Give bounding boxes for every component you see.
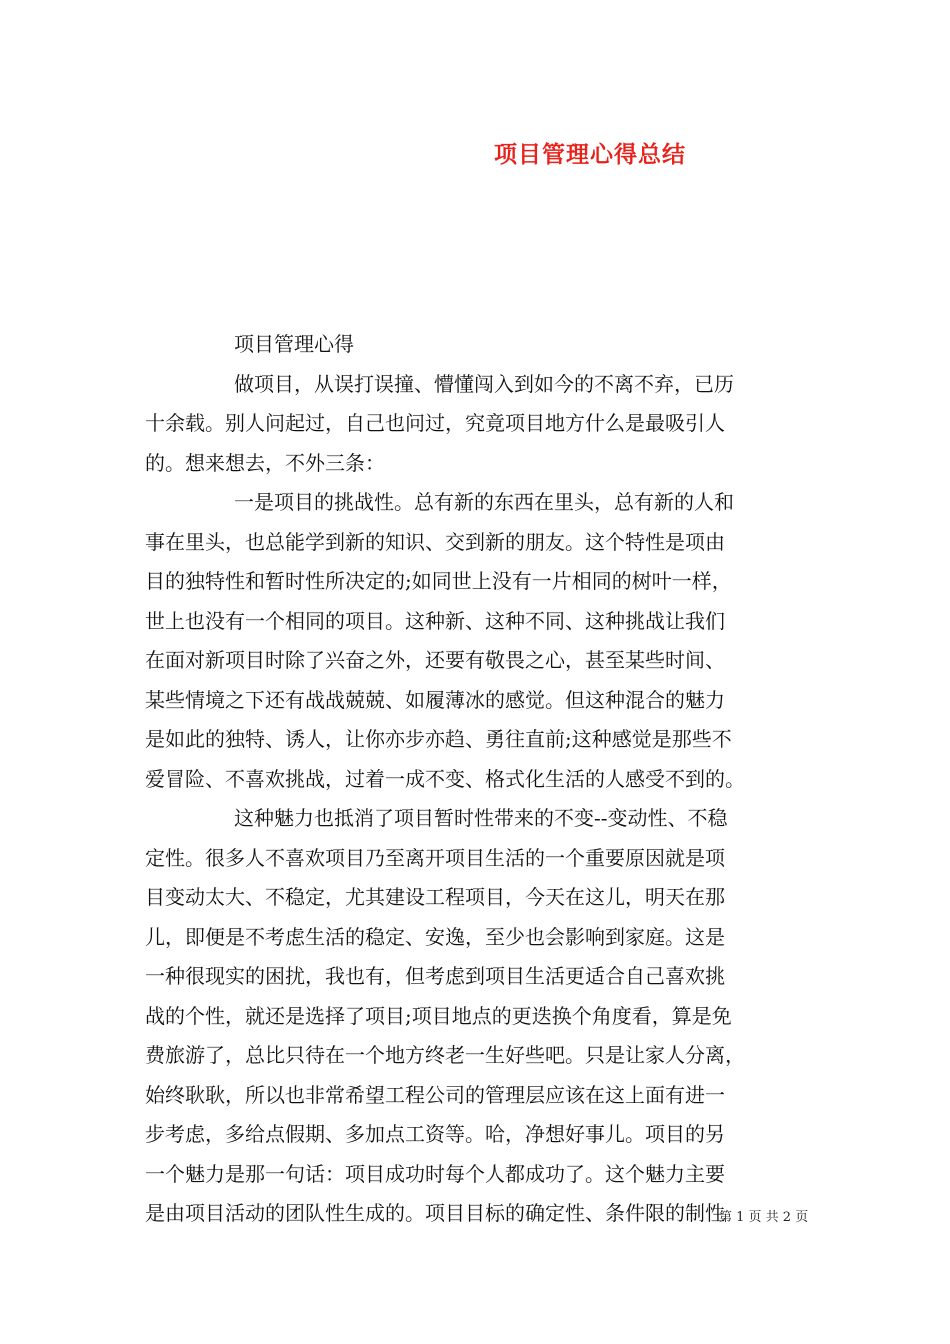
text-line: 在面对新项目时除了兴奋之外，还要有敬畏之心，甚至某些时间、 [145,648,725,672]
text-line: 目的独特性和暂时性所决定的;如同世上没有一片相同的树叶一样， [145,569,732,593]
page-number-footer: 第 1 页 共 2 页 [719,1210,809,1225]
text-line: 是由项目活动的团队性生成的。项目目标的确定性、条件限的制性 [145,1201,725,1225]
document-body [145,325,810,1234]
paragraph [145,365,810,484]
text-line: 战的个性，就还是选择了项目;项目地点的更迭换个角度看，算是免 [145,1003,732,1028]
text-line: 定性。很多人不喜欢项目乃至离开项目生活的一个重要原因就是项 [145,845,725,870]
text-line: 世上也没有一个相同的项目。这种新、这种不同、这种挑战让我们 [145,608,725,633]
paragraph [145,483,810,799]
text-line: 目变动太大、不稳定，尤其建设工程项目，今天在这儿，明天在那 [145,885,725,909]
text-line: 一个魅力是那一句话：项目成功时每个人都成功了。这个魅力主要 [145,1161,725,1186]
text-line: 十余载。别人问起过，自己也问过，究竟项目地方什么是最吸引人 [145,411,725,435]
text-line: 事在里头，也总能学到新的知识、交到新的朋友。这个特性是项由 [145,529,725,554]
text-line: 始终耿耿，所以也非常希望工程公司的管理层应该在这上面有进一 [145,1082,725,1107]
text-line: 一种很现实的困扰，我也有，但考虑到项目生活更适合自己喜欢挑 [145,964,725,988]
text-line: 一是项目的挑战性。总有新的东西在里头，总有新的人和 [234,490,734,514]
paragraph [145,799,810,1234]
text-line: 步考虑，多给点假期、多加点工资等。哈，净想好事儿。项目的另 [145,1122,725,1146]
text-line: 某些情境之下还有战战兢兢、如履薄冰的感觉。但这种混合的魅力 [145,687,725,712]
text-line: 儿，即便是不考虑生活的稳定、安逸，至少也会影响到家庭。这是 [145,924,725,949]
text-line: 爱冒险、不喜欢挑战，过着一成不变、格式化生活的人感受不到的。 [145,766,745,791]
text-line: 这种魅力也抵消了项目暂时性带来的不变--变动性、不稳 [234,806,728,830]
text-line: 做项目，从误打误撞、懵懂闯入到如今的不离不弃，已历 [234,371,734,396]
text-line: 的。想来想去，不外三条： [145,450,385,475]
text-line: 是如此的独特、诱人，让你亦步亦趋、勇往直前;这种感觉是那些不 [145,727,732,751]
text-line: 费旅游了，总比只待在一个地方终老一生好些吧。只是让家人分离， [145,1043,745,1067]
document-title: 项目管理心得总结 [494,142,686,168]
document-subtitle: 项目管理心得 [234,332,354,356]
